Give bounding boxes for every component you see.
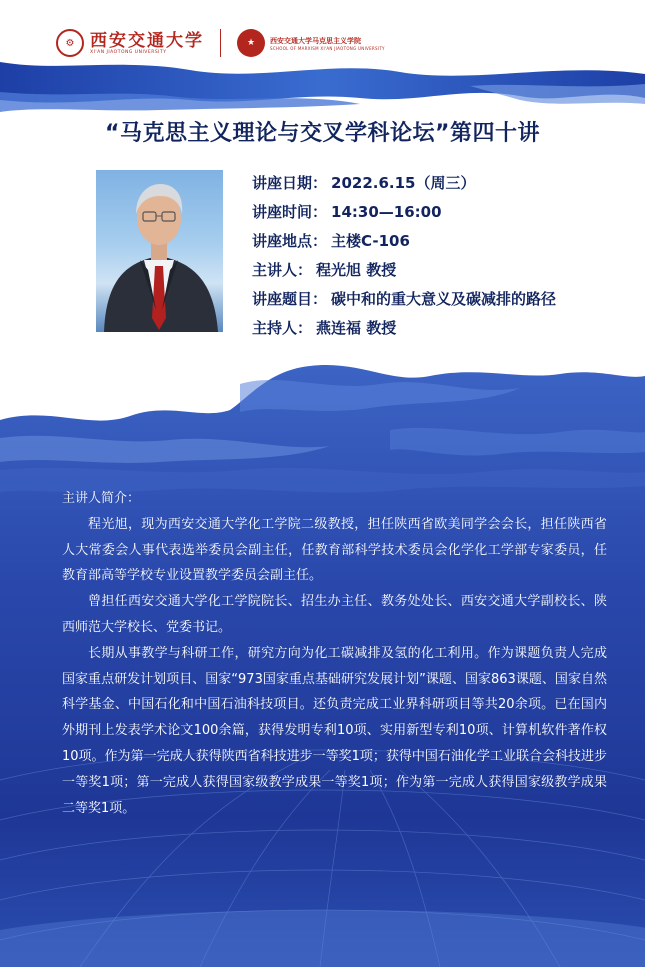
detail-label: 讲座日期： (252, 174, 328, 192)
logo-divider (220, 29, 221, 57)
detail-host (252, 314, 632, 343)
university-name-cn: 西安交通大学 (90, 30, 204, 51)
bio-heading: 主讲人简介： (62, 491, 141, 506)
speaker-bio (62, 486, 607, 821)
school-name (270, 36, 385, 51)
logo-row (56, 26, 385, 60)
school-seal-icon: ★ (237, 29, 265, 57)
bio-paragraph: 长期从事教学与科研工作，研究方向为化工碳减排及氢的化工利用。作为课题负责人完成国家重点研发计划项目、国家“973国家重点基础研究发展计划”课题、国家863课题、国家自然科学基金、中国石化和中国石油科技项目。还负责完成工业界科研项目等共20余项。已在国内外期刊上发表学术论文100余篇，获得发明专利10项、实用新型专利10项、计算机软件著作权10项。作为第一完成人获得陕西省科技进步一等奖1项；获得中国石油化学工业联合会科技进步一等奖1项；第一完成人获得国家级教学成果一等奖1项；作为第一完成人获得国家级教学成果二等奖1项。 (62, 645, 607, 816)
detail-value: 燕连福 教授 (316, 319, 397, 337)
detail-label: 主讲人： (252, 261, 313, 279)
university-seal-icon: ⚙ (56, 29, 84, 57)
lecture-details (252, 169, 632, 343)
poster-title: “马克思主义理论与交叉学科论坛”第四十讲 (105, 121, 540, 146)
detail-location (252, 227, 632, 256)
detail-label: 主持人： (252, 319, 313, 337)
detail-date (252, 169, 632, 198)
bio-paragraph: 程光旭，现为西安交通大学化工学院二级教授，担任陕西省欧美同学会会长，担任陕西省人大常委会人事代表选举委员会副主任，任教育部科学技术委员会化学化工学部专家委员，任教育部高等学校专业设置教学委员会副主任。 (62, 516, 607, 584)
detail-label: 讲座题目： (252, 290, 328, 308)
detail-value: 碳中和的重大意义及碳减排的路径 (331, 290, 557, 308)
detail-value: 14:30—16:00 (331, 203, 442, 221)
detail-label: 讲座地点： (252, 232, 328, 250)
detail-label: 讲座时间： (252, 203, 328, 221)
detail-value: 2022.6.15（周三） (331, 174, 476, 192)
bio-paragraph: 曾担任西安交通大学化工学院院长、招生办主任、教务处处长、西安交通大学副校长、陕西师范大学校长、党委书记。 (62, 594, 607, 635)
university-name-en: XI'AN JIAOTONG UNIVERSITY (90, 49, 167, 55)
detail-time (252, 198, 632, 227)
detail-value: 程光旭 教授 (316, 261, 397, 279)
detail-value: 主楼C-106 (331, 232, 410, 250)
school-name-en: SCHOOL OF MARXISM XI'AN JIAOTONG UNIVERSITY (270, 45, 385, 51)
speaker-photo (96, 170, 223, 332)
university-name (90, 32, 204, 55)
detail-speaker (252, 256, 632, 285)
school-name-cn: 西安交通大学马克思主义学院 (270, 36, 361, 45)
detail-topic (252, 285, 632, 314)
